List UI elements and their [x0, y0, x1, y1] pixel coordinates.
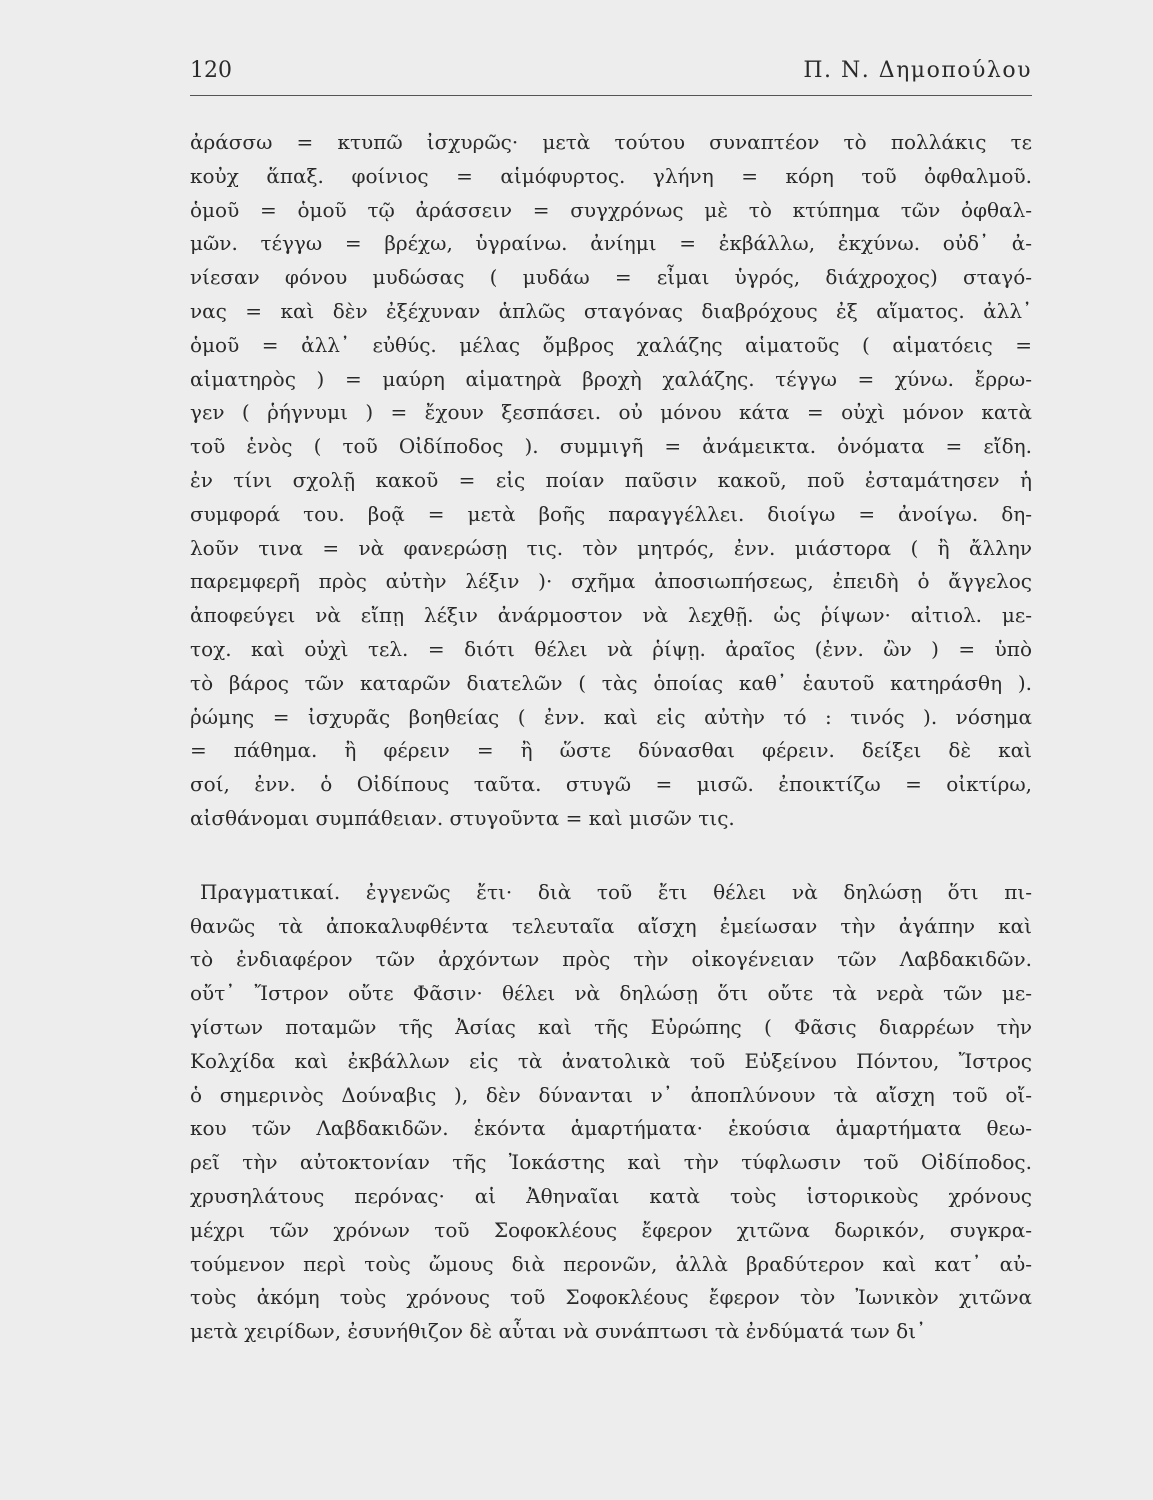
text-line: ρεῖ τὴν αὐτοκτονίαν τῆς Ἰοκάστης καὶ τὴν τύφλωσιν τοῦ Οἰδίποδος.	[190, 1150, 1032, 1175]
text-line: θανῶς τὰ ἀποκαλυφθέντα τελευταῖα αἴσχη ἐμείωσαν τὴν ἀγάπην καὶ	[190, 913, 1032, 938]
text-line: ὁμοῦ = ὁμοῦ τῷ ἀράσσειν = συγχρόνως μὲ τὸ κτύπημα τῶν ὀφθαλ-	[190, 197, 1032, 222]
page-number: 120	[190, 58, 232, 83]
text-line: παρεμφερῆ πρὸς αὐτὴν λέξιν )· σχῆμα ἀποσιωπήσεως, ἐπειδὴ ὁ ἄγγελος	[190, 569, 1032, 594]
text-line: συμφορά του. βοᾷ = μετὰ βοῆς παραγγέλλει. διοίγω = ἀνοίγω. δη-	[190, 501, 1032, 526]
text-line: νας = καὶ δὲν ἐξέχυναν ἁπλῶς σταγόνας διαβρόχους ἐξ αἵματος. ἀλλ᾽	[190, 298, 1032, 323]
text-line: νίεσαν φόνου μυδώσας ( μυδάω = εἶμαι ὑγρός, διάχροχος) σταγό-	[190, 265, 1032, 290]
running-head: Π. Ν. Δημοπούλου	[803, 58, 1032, 83]
text-line: ὁ σημερινὸς Δούναβις ), δὲν δύνανται ν᾽ ἀποπλύνουν τὰ αἴσχη τοῦ οἴ-	[190, 1082, 1032, 1107]
text-line: Κολχίδα καὶ ἐκβάλλων εἰς τὰ ἀνατολικὰ τοῦ Εὐξείνου Πόντου, Ἴστρος	[190, 1048, 1032, 1073]
text-line: ἐν τίνι σχολῇ κακοῦ = εἰς ποίαν παῦσιν κακοῦ, ποῦ ἐσταμάτησεν ἡ	[190, 467, 1032, 492]
page-body	[190, 126, 1032, 1349]
text-line: κου τῶν Λαβδακιδῶν. ἑκόντα ἁμαρτήματα· ἑκούσια ἁμαρτήματα θεω-	[190, 1116, 1032, 1141]
page-header	[190, 58, 1032, 92]
text-line: οὔτ᾽ Ἴστρον οὔτε Φᾶσιν· θέλει νὰ δηλώσῃ ὅτι οὔτε τὰ νερὰ τῶν με-	[190, 981, 1032, 1006]
header-rule	[190, 95, 1032, 96]
section-gap	[190, 836, 1032, 876]
text-line: ἀποφεύγει νὰ εἴπῃ λέξιν ἀνάρμοστον νὰ λεχθῇ. ὡς ῥίψων· αἰτιολ. με-	[190, 603, 1032, 628]
text-line: αἱματηρὸς ) = μαύρη αἱματηρὰ βροχὴ χαλάζης. τέγγω = χύνω. ἔρρω-	[190, 366, 1032, 391]
notes-section	[190, 876, 1032, 1349]
text-line: ὁμοῦ = ἀλλ᾽ εὐθύς. μέλας ὄμβρος χαλάζης αἱματοῦς ( αἱματόεις =	[190, 332, 1032, 357]
text-line: τοῦ ἑνὸς ( τοῦ Οἰδίποδος ). συμμιγῆ = ἀνάμεικτα. ὀνόματα = εἴδη.	[190, 434, 1032, 459]
text-line: μῶν. τέγγω = βρέχω, ὑγραίνω. ἀνίημι = ἐκβάλλω, ἐκχύνω. οὐδ᾽ ἀ-	[190, 231, 1032, 256]
text-line: = πάθημα. ἢ φέρειν = ἢ ὥστε δύνασθαι φέρειν. δείξει δὲ καὶ	[190, 738, 1032, 763]
commentary-section	[190, 126, 1032, 836]
text-line: γίστων ποταμῶν τῆς Ἀσίας καὶ τῆς Εὐρώπης ( Φᾶσις διαρρέων τὴν	[190, 1014, 1032, 1039]
text-line: αἰσθάνομαι συμπάθειαν. στυγοῦντα = καὶ μισῶν τις.	[190, 805, 735, 830]
text-line: ἀράσσω = κτυπῶ ἰσχυρῶς· μετὰ τούτου συναπτέον τὸ πολλάκις τε	[190, 130, 1032, 154]
text-line: τὸ βάρος τῶν καταρῶν διατελῶν ( τὰς ὁποίας καθ᾽ ἑαυτοῦ κατηράσθη ).	[190, 670, 1032, 695]
text-line: τὸ ἐνδιαφέρον τῶν ἀρχόντων πρὸς τὴν οἰκογένειαν τῶν Λαβδακιδῶν.	[190, 947, 1032, 972]
text-line: τοὺς ἀκόμη τοὺς χρόνους τοῦ Σοφοκλέους ἔφερον τὸν Ἰωνικὸν χιτῶνα	[190, 1285, 1032, 1310]
text-line: μετὰ χειρίδων, ἐσυνήθιζον δὲ αὗται νὰ συνάπτωσι τὰ ἐνδύματά των δι᾽	[190, 1319, 927, 1344]
text-line: ῥώμης = ἰσχυρᾶς βοηθείας ( ἐνν. καὶ εἰς αὐτὴν τό : τινός ). νόσημα	[190, 704, 1032, 729]
text-line: λοῦν τινα = νὰ φανερώσῃ τις. τὸν μητρός, ἐνν. μιάστορα ( ἢ ἄλλην	[190, 535, 1032, 560]
text-line: τοχ. καὶ οὐχὶ τελ. = διότι θέλει νὰ ῥίψῃ. ἀραῖος (ἐνν. ὢν ) = ὑπὸ	[190, 636, 1032, 661]
text-line: σοί, ἐνν. ὁ Οἰδίπους ταῦτα. στυγῶ = μισῶ. ἐποικτίζω = οἰκτίρω,	[190, 772, 1032, 797]
text-line: τούμενον περὶ τοὺς ὤμους διὰ περονῶν, ἀλλὰ βραδύτερον καὶ κατ᾽ αὐ-	[190, 1251, 1032, 1276]
text-line: κοὐχ ἅπαξ. φοίνιος = αἱμόφυρτος. γλήνη = κόρη τοῦ ὀφθαλμοῦ.	[190, 163, 1032, 188]
text-line: γεν ( ῥήγνυμι ) = ἔχουν ξεσπάσει. οὐ μόνου κάτα = οὐχὶ μόνον κατὰ	[190, 400, 1032, 425]
text-line: μέχρι τῶν χρόνων τοῦ Σοφοκλέους ἔφερον χιτῶνα δωρικόν, συγκρα-	[190, 1217, 1032, 1242]
text-line: χρυσηλάτους περόνας· αἱ Ἀθηναῖαι κατὰ τοὺς ἱστορικοὺς χρόνους	[190, 1183, 1032, 1208]
text-line: Πραγματικαί. ἐγγενῶς ἔτι· διὰ τοῦ ἔτι θέλει νὰ δηλώσῃ ὅτι πι-	[200, 879, 1032, 904]
